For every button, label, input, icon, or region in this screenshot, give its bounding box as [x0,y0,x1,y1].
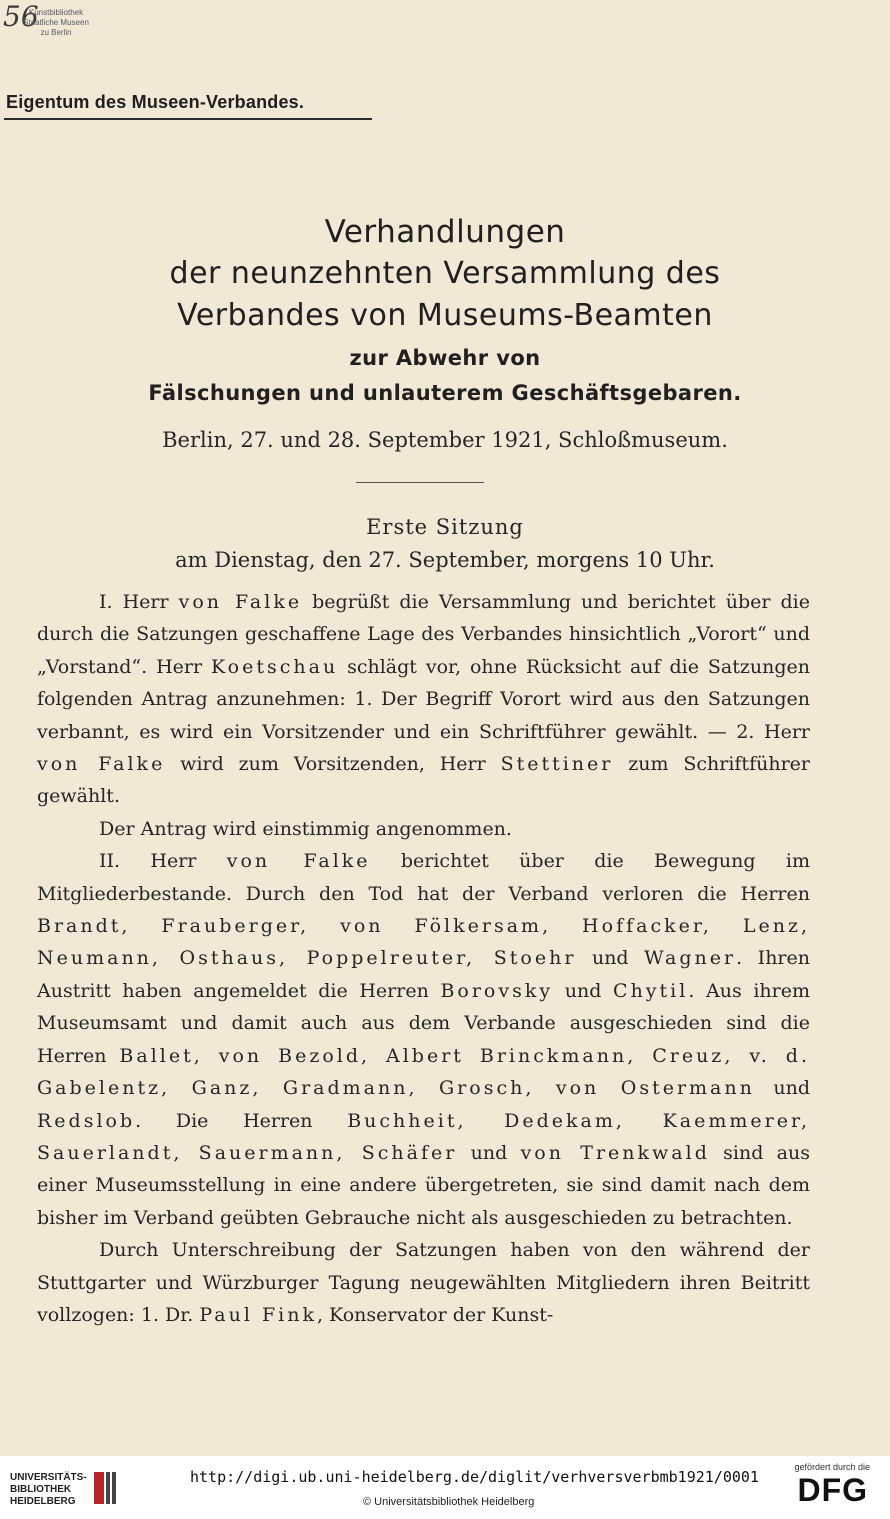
person-name: von Falke [178,591,303,613]
stamp-text: Kunstbibliothek Staatliche Museen zu Berlin [23,8,89,37]
person-name: Redslob [37,1109,136,1132]
person-name: von Trenkwald [520,1141,710,1164]
person-name: Wagner [644,947,737,970]
title-line-1: Verhandlungen [324,214,566,250]
owner-underline [4,118,372,120]
title-line-5: Fälschungen und unlauterem Geschäftsgebaren. [148,381,742,405]
title-line-4: zur Abwehr von [349,346,541,370]
footer-bar [0,1456,890,1519]
person-name: Stettiner [500,753,614,776]
body-text [37,586,810,1331]
person-name: Borovsky [440,979,554,1002]
copyright-text: © Universitätsbibliothek Heidelberg [363,1496,535,1508]
funding-note: gefördert durch die [794,1462,870,1472]
person-name: von Falke [226,850,371,873]
person-names: Brandt, Frauberger, von Fölkersam, Hoffacker, Lenz, Neumann, Osthaus, Poppelreuter, Stoehr [37,915,810,970]
library-logo-text: UNIVERSITÄTS- BIBLIOTHEK HEIDELBERG [10,1472,87,1507]
person-name: Chytil [613,979,689,1002]
paragraph-4: Durch Unterschreibung der Satzungen haben von den während der Stuttgarter und Würzburger Tagung neugewählten Mitgliedern ihren Beitritt vollzogen: 1. Dr. Paul Fink, Konservator der Kunst- [37,1239,810,1326]
person-name: Paul Fink [199,1303,317,1326]
owner-note: Eigentum des Museen-Verbandes. [6,92,305,112]
session-date: am Dienstag, den 27. September, morgens 10 Uhr. [175,548,715,572]
library-logo-icon [92,1470,120,1506]
permalink-url[interactable]: http://digi.ub.uni-heidelberg.de/diglit/verhversverbmb1921/0001 [190,1468,759,1486]
meeting-info: Berlin, 27. und 28. September 1921, Schloßmuseum. [162,428,728,452]
person-name: Koetschau [210,655,339,678]
person-names: Ballet, von Bezold, Albert Brinckmann, Creuz, v. d. Gabelentz, Ganz, Gradmann, Grosch, von Ostermann [37,1044,810,1100]
title-line-3: Verbandes von Museums-Beamten [177,298,713,333]
paragraph-2: Der Antrag wird einstimmig angenommen. [99,817,512,840]
paragraph-1: I. Herr von Falke begrüßt die Versammlung und berichtet über die durch die Satzungen geschaffene Lage des Verbandes hinsichtlich „Vorort“ und „Vorstand“. Herr Koetschau schlägt vor, ohne Rücksicht auf die Satzungen folgenden Antrag anzunehmen: 1. Der Begriff Vorort wird aus den Satzungen verbannt, es wird ein Vorsitzender und ein Schriftführer gewählt. — 2. Herr von Falke wird zum Vorsitzenden, Herr Stettiner zum Schriftführer gewählt. [37,591,810,808]
library-stamp [3,0,108,54]
dfg-logo: DFG [797,1472,868,1508]
person-names: Buchheit, Dedekam, Kaemmerer, Sauerlandt, Sauermann, Schäfer [37,1109,810,1164]
divider-rule [356,482,484,483]
handwritten-number: 56 [3,0,39,33]
person-name: von Falke [37,753,166,776]
paragraph-3: II. Herr von Falke berichtet über die Bewegung im Mitgliederbestande. Durch den Tod hat der Verband verloren die Herren Brandt, Frauberger, von Fölkersam, Hoffacker, Lenz, Neumann, Osthaus, Poppelreuter, Stoehr und Wagner. Ihren Austritt haben angemeldet die Herren Borovsky und Chytil. Aus ihrem Museumsamt und damit auch aus dem Verbande ausgeschieden sind die Herren Ballet, von Bezold, Albert Brinckmann, Creuz, v. d. Gabelentz, Ganz, Gradmann, Grosch, von Ostermann und Redslob. Die Herren Buchheit, Dedekam, Kaemmerer, Sauerlandt, Sauermann, Schäfer und von Trenkwald sind aus einer Museumsstellung in eine andere übergetreten, sie sind damit nach dem bisher im Verband geübten Gebrauche nicht als ausgeschieden zu betrachten. [37,850,811,1229]
title-line-2: der neunzehnten Versammlung des [169,256,721,291]
session-heading: Erste Sitzung [366,515,524,539]
